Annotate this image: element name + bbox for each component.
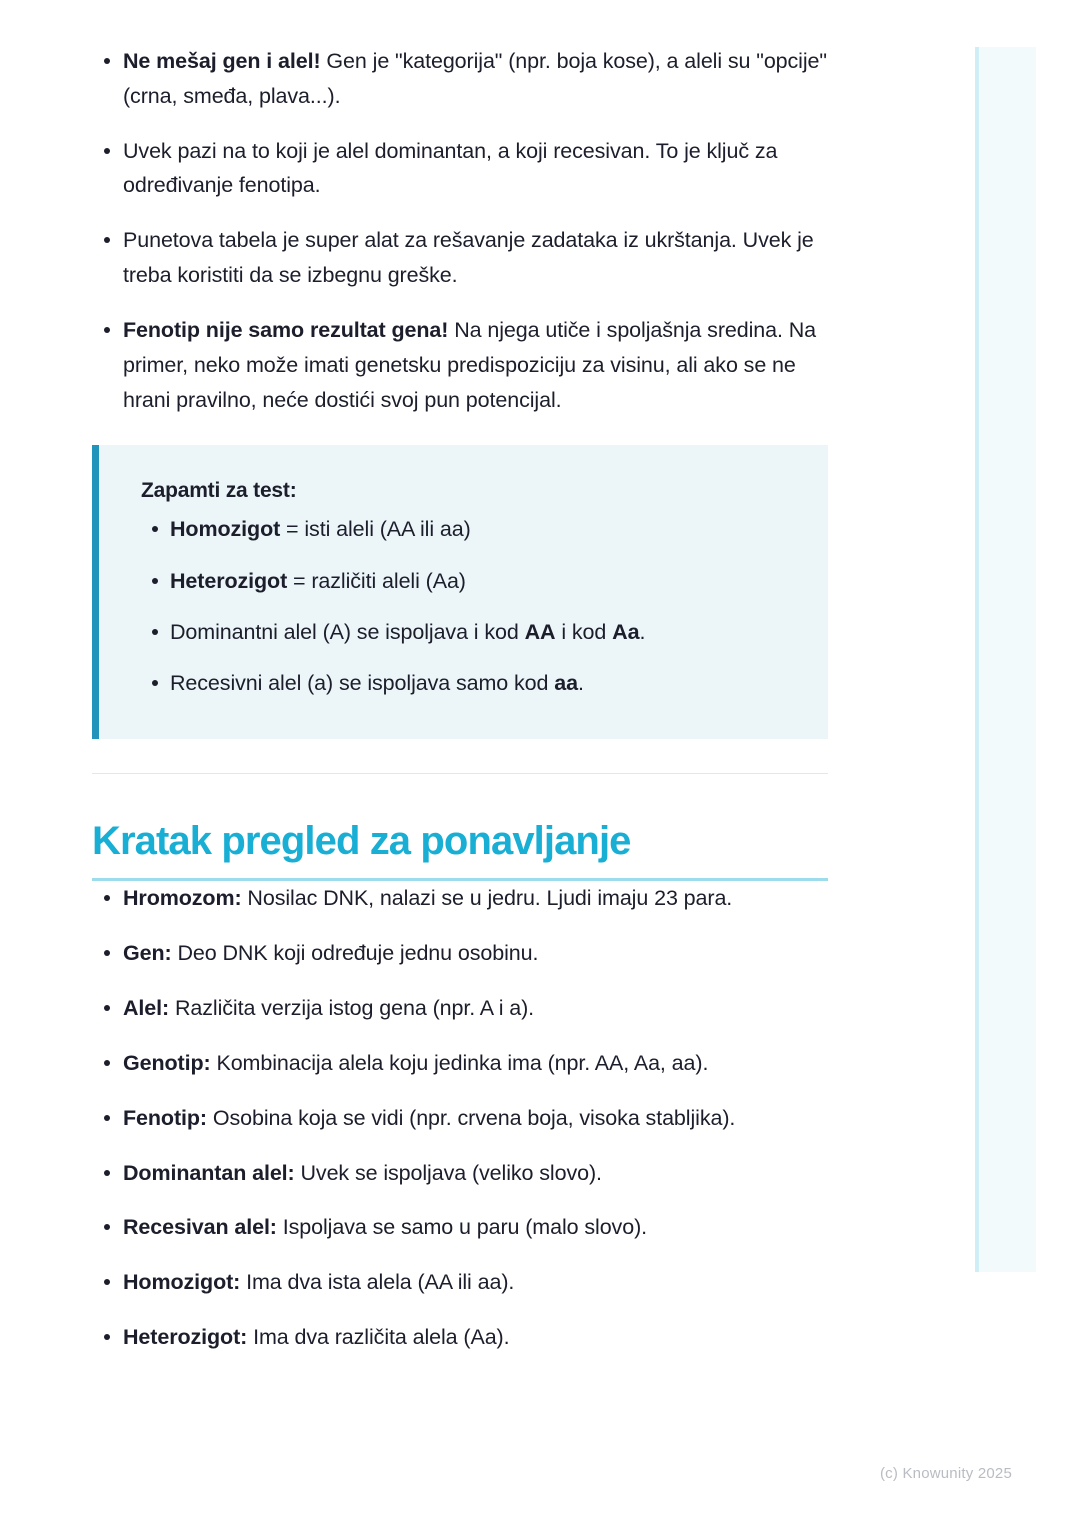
list-item xyxy=(141,667,798,699)
glossary-definition: Uvek se ispoljava (veliko slovo). xyxy=(294,1160,602,1185)
glossary-term: Hromozom: xyxy=(123,886,242,911)
callout-text: Dominantni alel (A) se ispoljava i kod xyxy=(170,619,525,644)
glossary-term: Gen: xyxy=(123,941,172,966)
callout-genotype: Aa xyxy=(612,619,640,644)
callout-text: i kod xyxy=(555,619,613,644)
glossary-definition: Nosilac DNK, nalazi se u jedru. Ljudi imaju 23 para. xyxy=(241,886,733,911)
glossary-term: Alel: xyxy=(123,996,170,1021)
glossary-definition: Kombinacija alela koju jedinka ima (npr. AA, Aa, aa). xyxy=(210,1050,709,1075)
list-item xyxy=(92,1101,832,1136)
list-item xyxy=(92,1156,832,1191)
callout-genotype: AA xyxy=(524,619,556,644)
callout-text: = isti aleli (AA ili aa) xyxy=(280,517,471,542)
glossary-definition: Ima dva različita alela (Aa). xyxy=(247,1325,510,1350)
list-item xyxy=(92,1046,832,1081)
list-item xyxy=(92,936,832,971)
callout-title: Zapamti za test: xyxy=(141,479,297,503)
section-heading: Kratak pregled za ponavljanje xyxy=(92,819,631,864)
callout-term: Homozigot xyxy=(170,517,281,542)
list-item xyxy=(92,881,832,916)
glossary-definition: Različita verzija istog gena (npr. A i a). xyxy=(169,996,535,1021)
glossary-term: Homozigot: xyxy=(123,1270,241,1295)
tip-body-text: Punetova tabela je super alat za rešavanje zadataka iz ukrštanja. Uvek je treba koristiti da se izbegnu greške. xyxy=(123,228,814,288)
callout-text: Recesivni alel (a) se ispoljava samo kod xyxy=(170,671,555,696)
glossary-term: Heterozigot: xyxy=(123,1325,248,1350)
glossary-term: Recesivan alel: xyxy=(123,1215,277,1240)
tips-list xyxy=(92,44,832,417)
glossary-list xyxy=(92,881,832,1354)
tip-body-text: Gen je "kategorija" (npr. boja kose), a aleli su "opcije" (crna, smeđa, plava...). xyxy=(123,49,827,108)
tip-lead-text: Fenotip nije samo rezultat gena! xyxy=(123,317,449,342)
glossary-definition: Ima dva ista alela (AA ili aa). xyxy=(240,1270,515,1295)
copyright-watermark: (c) Knowunity 2025 xyxy=(879,1465,1012,1482)
callout-text: . xyxy=(577,671,584,696)
list-item xyxy=(92,1210,832,1245)
callout-text: . xyxy=(639,619,646,644)
document-content xyxy=(92,44,832,1375)
glossary-term: Dominantan alel: xyxy=(123,1160,295,1185)
list-item xyxy=(92,313,832,417)
glossary-term: Genotip: xyxy=(123,1050,211,1075)
callout-term: Heterozigot xyxy=(170,568,288,593)
list-item xyxy=(92,1265,832,1300)
glossary-term: Fenotip: xyxy=(123,1105,207,1130)
list-item xyxy=(92,223,832,293)
tip-lead-text: Ne mešaj gen i alel! xyxy=(123,49,321,73)
section-divider xyxy=(92,773,828,774)
list-item xyxy=(141,513,798,545)
glossary-definition: Ispoljava se samo u paru (malo slovo). xyxy=(276,1215,647,1240)
callout-list xyxy=(141,513,798,699)
glossary-definition: Deo DNK koji određuje jednu osobinu. xyxy=(171,941,539,966)
glossary-definition: Osobina koja se vidi (npr. crvena boja, visoka stabljika). xyxy=(206,1105,736,1130)
right-edge-decoration xyxy=(975,47,1036,1272)
tip-body-text: Uvek pazi na to koji je alel dominantan, a koji recesivan. To je ključ za određivanje fenotipa. xyxy=(123,138,778,198)
remember-callout xyxy=(92,445,828,739)
list-item xyxy=(92,991,832,1026)
callout-text: = različiti aleli (Aa) xyxy=(287,568,466,593)
tip-body-text: Na njega utiče i spoljašnja sredina. Na primer, neko može imati genetsku predispoziciju za visinu, ali ako se ne hrani pravilno, neće dostići svoj pun potencijal. xyxy=(123,317,817,412)
list-item xyxy=(92,1320,832,1355)
list-item xyxy=(141,616,798,648)
list-item xyxy=(92,44,832,114)
callout-genotype: aa xyxy=(554,671,578,696)
list-item xyxy=(92,134,832,204)
list-item xyxy=(141,565,798,597)
